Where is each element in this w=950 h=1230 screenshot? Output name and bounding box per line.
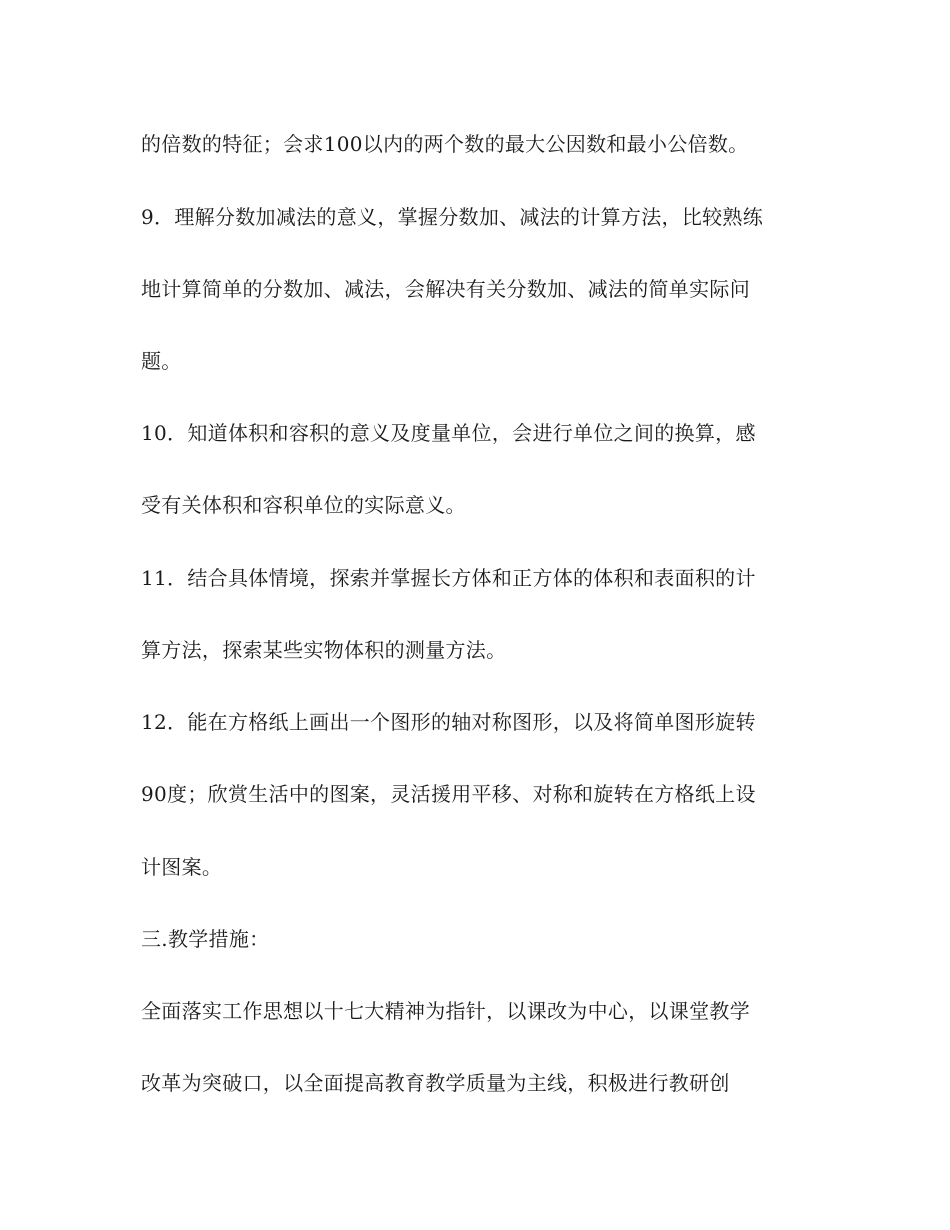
text-line: 的倍数的特征；会求100以内的两个数的最大公因数和最小公倍数。 — [141, 132, 749, 156]
text-line: 11．结合具体情境，探索并掌握长方体和正方体的体积和表面积的计 — [141, 566, 756, 590]
text-line: 地计算简单的分数加、减法，会解决有关分数加、减法的简单实际问 — [141, 277, 750, 301]
text-line: 计图案。 — [141, 855, 223, 879]
text-line: 12．能在方格纸上画出一个图形的轴对称图形，以及将简单图形旋转 — [141, 710, 756, 734]
text-line: 全面落实工作思想以十七大精神为指针，以课改为中心，以课堂教学 — [141, 999, 750, 1023]
text-line: 受有关体积和容积单位的实际意义。 — [141, 493, 466, 517]
text-line: 改革为突破口，以全面提高教育教学质量为主线，积极进行教研创 — [141, 1071, 730, 1095]
text-line: 9．理解分数加减法的意义，掌握分数加、减法的计算方法，比较熟练 — [141, 205, 764, 229]
section-heading: 三.教学措施： — [141, 927, 270, 951]
text-line: 题。 — [141, 349, 182, 373]
text-line: 算方法，探索某些实物体积的测量方法。 — [141, 638, 507, 662]
text-line: 90度；欣赏生活中的图案，灵活援用平移、对称和旋转在方格纸上设 — [141, 782, 756, 806]
text-line: 10．知道体积和容积的意义及度量单位，会进行单位之间的换算，感 — [141, 421, 756, 445]
